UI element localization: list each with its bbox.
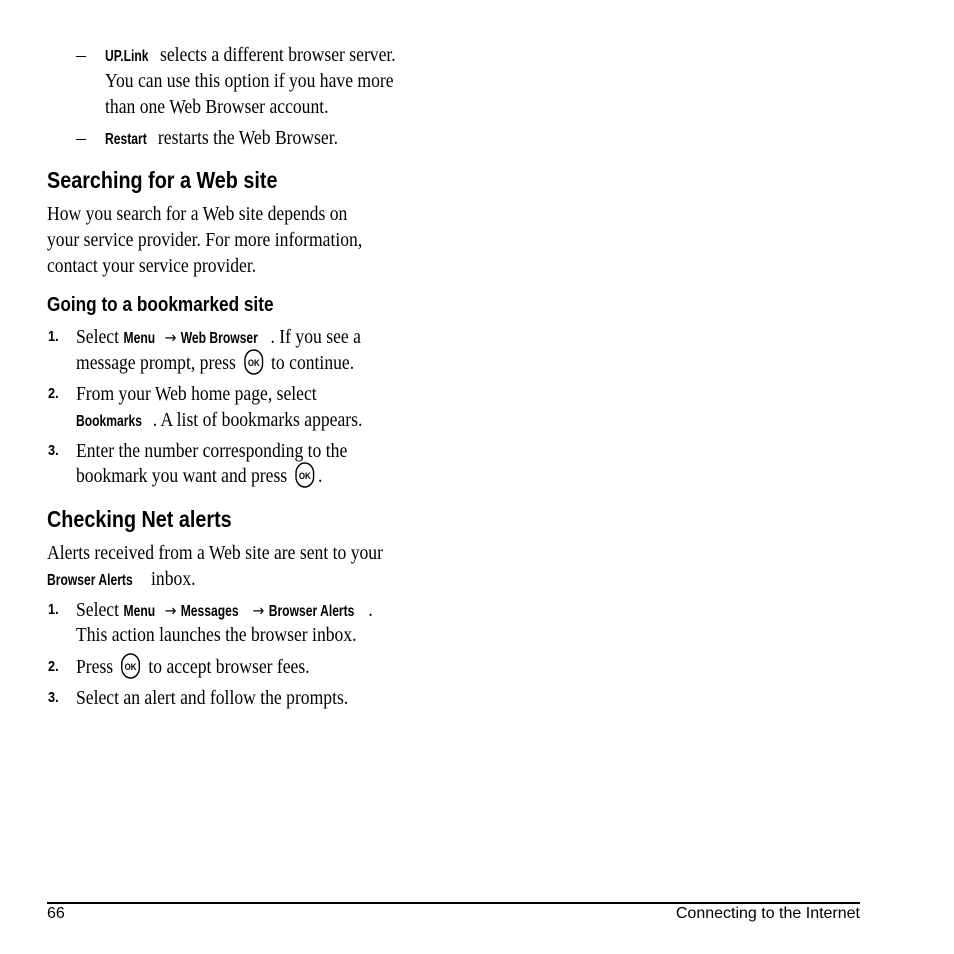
- ok-key-icon: [121, 653, 140, 679]
- step-number: 3.: [48, 442, 59, 459]
- ok-key-icon: [244, 349, 263, 375]
- paragraph-line: your service provider. For more information,: [47, 229, 363, 251]
- step-number: 1.: [48, 328, 59, 345]
- menu-term: Web Browser: [180, 330, 258, 347]
- paragraph-line: Browser Alerts inbox.: [47, 566, 196, 594]
- menu-term: Browser Alerts: [47, 572, 133, 589]
- paragraph-line: How you search for a Web site depends on: [47, 203, 348, 225]
- arrow-icon: →: [252, 601, 265, 620]
- paragraph-line: Alerts received from a Web site are sent to your: [47, 542, 383, 564]
- menu-term: Menu: [123, 330, 156, 347]
- step-number: 3.: [48, 689, 59, 706]
- step-text: message prompt, press OK to continue.: [76, 350, 354, 377]
- step-text: Press OK to accept browser fees.: [76, 654, 310, 681]
- arrow-icon: →: [164, 328, 177, 347]
- menu-term: UP.Link: [105, 48, 149, 65]
- menu-term: Restart: [105, 131, 147, 148]
- step-number: 1.: [48, 601, 59, 618]
- subsection-heading: Going to a bookmarked site: [47, 294, 274, 316]
- step-text: Select Menu → Web Browser . If you see a: [76, 324, 361, 352]
- ok-key-icon: [295, 462, 314, 488]
- menu-term: Browser Alerts: [268, 603, 355, 620]
- section-heading: Searching for a Web site: [47, 167, 278, 193]
- step-text: Select an alert and follow the prompts.: [76, 687, 349, 709]
- list-item-text: You can use this option if you have more: [105, 70, 394, 92]
- list-item: Restart restarts the Web Browser.: [105, 125, 338, 153]
- chapter-title: Connecting to the Internet: [675, 905, 860, 922]
- list-item-text: than one Web Browser account.: [105, 96, 329, 118]
- menu-term: Menu: [123, 603, 156, 620]
- list-marker: –: [76, 127, 86, 149]
- step-text: Select Menu → Messages → Browser Alerts .: [76, 597, 373, 625]
- page-number: 66: [47, 905, 65, 922]
- section-heading: Checking Net alerts: [47, 506, 232, 532]
- menu-term: Bookmarks: [76, 413, 142, 430]
- step-text: bookmark you want and press OK .: [76, 463, 322, 490]
- list-item: UP.Link selects a different browser server.: [105, 42, 396, 70]
- step-text: This action launches the browser inbox.: [76, 624, 357, 646]
- svg-text:OK: OK: [124, 661, 137, 673]
- step-number: 2.: [48, 385, 59, 402]
- arrow-icon: →: [164, 601, 177, 620]
- svg-text:OK: OK: [298, 470, 311, 482]
- step-text: From your Web home page, select: [76, 383, 317, 405]
- step-number: 2.: [48, 658, 59, 675]
- step-text: Bookmarks . A list of bookmarks appears.: [76, 407, 362, 435]
- paragraph-line: contact your service provider.: [47, 255, 257, 277]
- svg-text:OK: OK: [247, 357, 260, 369]
- menu-term: Messages: [180, 603, 239, 620]
- list-marker: –: [76, 44, 86, 66]
- step-text: Enter the number corresponding to the: [76, 440, 348, 462]
